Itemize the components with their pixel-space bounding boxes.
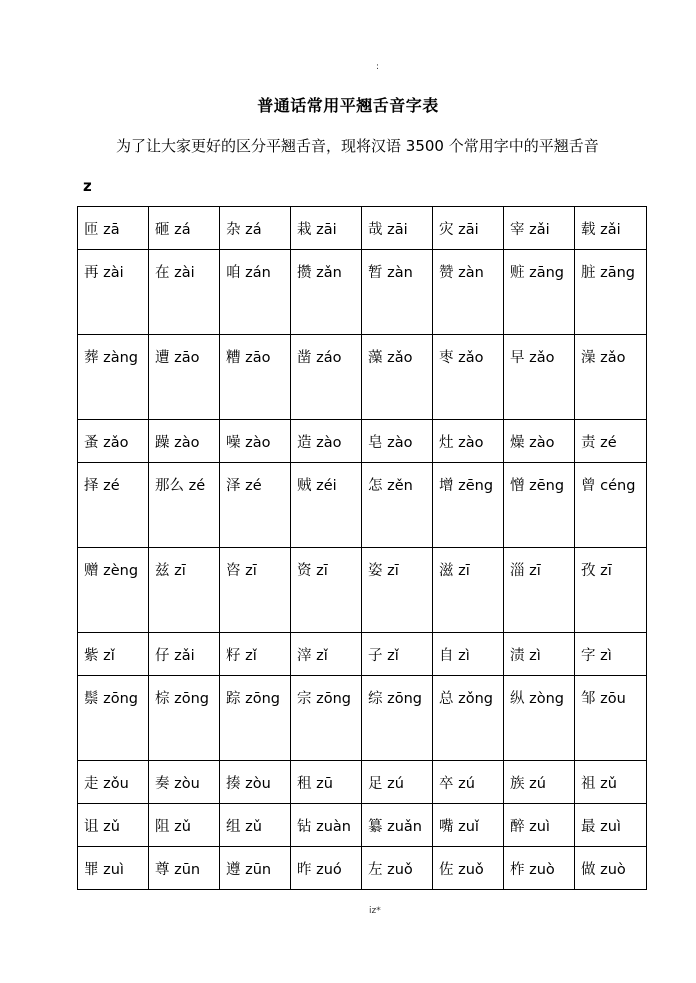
table-cell: 赃 zāng — [504, 250, 575, 335]
table-cell: 暂 zàn — [362, 250, 433, 335]
table-cell: 组 zǔ — [220, 804, 291, 847]
table-cell: 尊 zūn — [149, 847, 220, 890]
table-cell: 遭 zāo — [149, 335, 220, 420]
table-cell: 走 zǒu — [78, 761, 149, 804]
table-cell: 曾 céng — [575, 463, 647, 548]
table-cell: 再 zài — [78, 250, 149, 335]
table-row — [78, 463, 647, 548]
table-cell: 蚤 zǎo — [78, 420, 149, 463]
table-cell: 葬 zàng — [78, 335, 149, 420]
table-cell: 澡 zǎo — [575, 335, 647, 420]
table-cell: 造 zào — [291, 420, 362, 463]
table-row — [78, 804, 647, 847]
table-cell: 噪 zào — [220, 420, 291, 463]
document-title: 普通话常用平翘舌音字表 — [257, 96, 439, 115]
table-cell: 总 zǒng — [433, 676, 504, 761]
table-row — [78, 676, 647, 761]
table-cell: 字 zì — [575, 633, 647, 676]
table-cell: 做 zuò — [575, 847, 647, 890]
table-cell: 踪 zōng — [220, 676, 291, 761]
table-cell: 子 zǐ — [362, 633, 433, 676]
table-cell: 卒 zú — [433, 761, 504, 804]
table-cell: 棕 zōng — [149, 676, 220, 761]
table-cell: 怎 zěn — [362, 463, 433, 548]
table-cell: 综 zōng — [362, 676, 433, 761]
table-cell: 奏 zòu — [149, 761, 220, 804]
table-cell: 族 zú — [504, 761, 575, 804]
table-cell: 砸 zá — [149, 207, 220, 250]
table-cell: 资 zī — [291, 548, 362, 633]
table-cell: 鬃 zōng — [78, 676, 149, 761]
table-row — [78, 335, 647, 420]
table-cell: 渍 zì — [504, 633, 575, 676]
table-cell: 滋 zī — [433, 548, 504, 633]
table-row — [78, 761, 647, 804]
table-cell: 灾 zāi — [433, 207, 504, 250]
table-cell: 糟 zāo — [220, 335, 291, 420]
table-cell: 藻 zǎo — [362, 335, 433, 420]
table-cell: 皂 zào — [362, 420, 433, 463]
table-row — [78, 548, 647, 633]
table-cell: 遵 zūn — [220, 847, 291, 890]
table-cell: 租 zū — [291, 761, 362, 804]
table-cell: 哉 zāi — [362, 207, 433, 250]
table-cell: 赞 zàn — [433, 250, 504, 335]
table-cell: 责 zé — [575, 420, 647, 463]
table-row — [78, 207, 647, 250]
table-cell: 纂 zuǎn — [362, 804, 433, 847]
table-cell: 滓 zǐ — [291, 633, 362, 676]
table-cell: 仔 zǎi — [149, 633, 220, 676]
table-cell: 阻 zǔ — [149, 804, 220, 847]
table-cell: 自 zì — [433, 633, 504, 676]
table-cell: 最 zuì — [575, 804, 647, 847]
table-cell: 左 zuǒ — [362, 847, 433, 890]
table-cell: 咱 zán — [220, 250, 291, 335]
table-cell: 增 zēng — [433, 463, 504, 548]
table-cell: 紫 zǐ — [78, 633, 149, 676]
table-cell: 宗 zōng — [291, 676, 362, 761]
table-cell: 钻 zuàn — [291, 804, 362, 847]
table-cell: 泽 zé — [220, 463, 291, 548]
table-cell: 柞 zuò — [504, 847, 575, 890]
table-cell: 枣 zǎo — [433, 335, 504, 420]
page-top-mark: : — [376, 62, 380, 72]
table-cell: 醉 zuì — [504, 804, 575, 847]
table-cell: 邹 zōu — [575, 676, 647, 761]
intro-paragraph: 为了让大家更好的区分平翘舌音，现将汉语 3500 个常用字中的平翘舌音 — [116, 137, 599, 155]
table-cell: 杂 zá — [220, 207, 291, 250]
table-cell: 兹 zī — [149, 548, 220, 633]
table-cell: 在 zài — [149, 250, 220, 335]
table-cell: 那么 zé — [149, 463, 220, 548]
table-cell: 脏 zāng — [575, 250, 647, 335]
table-cell: 早 zǎo — [504, 335, 575, 420]
table-cell: 躁 zào — [149, 420, 220, 463]
table-cell: 嘴 zuǐ — [433, 804, 504, 847]
character-table — [77, 206, 647, 890]
table-cell: 攒 zǎn — [291, 250, 362, 335]
table-cell: 灶 zào — [433, 420, 504, 463]
table-cell: 载 zǎi — [575, 207, 647, 250]
table-cell: 贼 zéi — [291, 463, 362, 548]
table-cell: 诅 zǔ — [78, 804, 149, 847]
table-cell: 祖 zǔ — [575, 761, 647, 804]
table-cell: 燥 zào — [504, 420, 575, 463]
table-cell: 孜 zī — [575, 548, 647, 633]
table-cell: 赠 zèng — [78, 548, 149, 633]
table-cell: 择 zé — [78, 463, 149, 548]
table-cell: 栽 zāi — [291, 207, 362, 250]
table-cell: 匝 zā — [78, 207, 149, 250]
section-heading-z: z — [83, 177, 92, 195]
table-row — [78, 847, 647, 890]
table-cell: 姿 zī — [362, 548, 433, 633]
table-cell: 憎 zēng — [504, 463, 575, 548]
table-cell: 宰 zǎi — [504, 207, 575, 250]
table-cell: 淄 zī — [504, 548, 575, 633]
table-cell: 昨 zuó — [291, 847, 362, 890]
table-cell: 足 zú — [362, 761, 433, 804]
table-row — [78, 420, 647, 463]
table-cell: 罪 zuì — [78, 847, 149, 890]
table-row — [78, 633, 647, 676]
page-footer-mark: iz* — [369, 906, 381, 916]
table-cell: 凿 záo — [291, 335, 362, 420]
table-cell: 咨 zī — [220, 548, 291, 633]
table-cell: 揍 zòu — [220, 761, 291, 804]
table-row — [78, 250, 647, 335]
table-cell: 籽 zǐ — [220, 633, 291, 676]
table-cell: 纵 zòng — [504, 676, 575, 761]
table-cell: 佐 zuǒ — [433, 847, 504, 890]
